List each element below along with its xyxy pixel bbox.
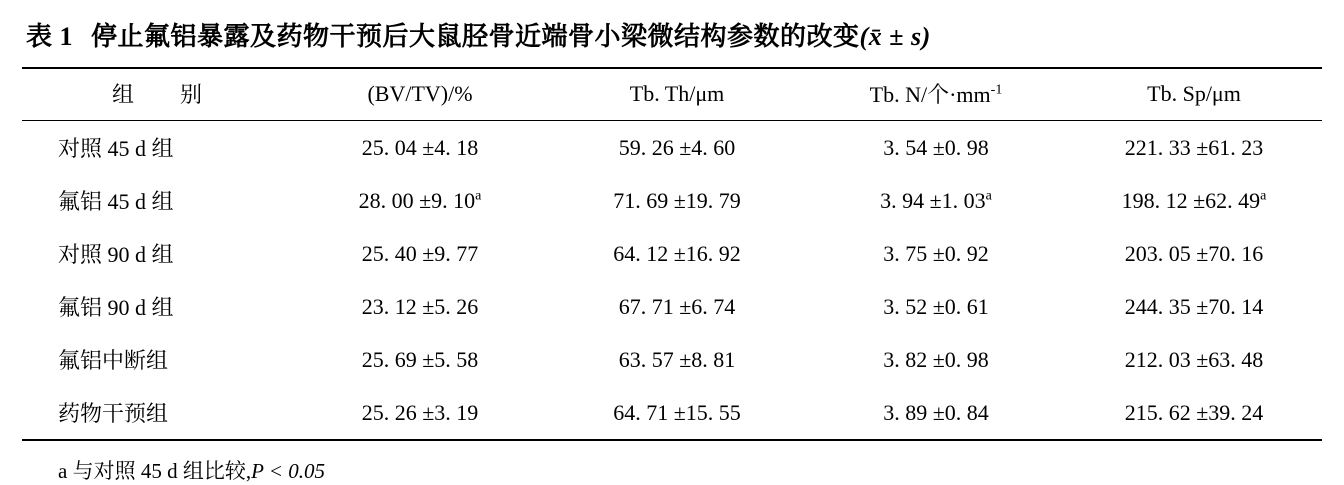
footnote-pvalue: P < 0.05 [251,459,325,483]
data-table [22,67,1322,441]
row-group-label: 氟铝中断组 [58,348,169,373]
cell-tbsp: 212. 03 ±63. 48 [1124,346,1264,372]
cell-bvtv: 25. 69 ±5. 58 [361,346,479,372]
column-header-tbsp: Tb. Sp/μm [1066,68,1322,121]
cell-tbth: 71. 69 ±19. 79 [613,187,741,213]
caption-text: 停止氟铝暴露及药物干预后大鼠胫骨近端骨小梁微结构参数的改变 [91,22,860,51]
column-header-tbn: Tb. N/个$\cdot mm^{-1}$ [806,68,1066,121]
cell-tbn: 3. 75 ±0. 92 [883,240,989,266]
cell-tbn: 3. 82 ±0. 98 [883,346,989,372]
cell-bvtv: 25. 26 ±3. 19 [361,399,479,425]
table-header [22,68,1322,121]
cell-tbsp: 221. 33 ±61. 23 [1066,121,1322,175]
table-row [22,121,1322,175]
caption-label: 表 1 [26,22,74,51]
cell-bvtv: 25. 40 ±9. 77 [361,240,479,266]
column-header-group: 组 别 [22,68,292,121]
cell-tbsp: 244. 35 ±70. 14 [1124,293,1264,319]
cell-tbth: 67. 71 ±6. 74 [618,293,736,319]
cell-tbsp: 198. 12 ±62. 49$^a$ [1121,187,1267,213]
cell-tbth: 64. 12 ±16. 92 [613,240,741,266]
table-row [22,280,1322,333]
cell-tbn: 3. 89 ±0. 84 [883,399,989,425]
table-footnote [58,455,1322,485]
table-row [22,333,1322,386]
header-row [22,68,1322,121]
table-caption [26,16,1322,53]
table-row [22,386,1322,440]
cell-tbth: 59. 26 ±4. 60 [548,121,806,175]
cell-tbth: 64. 71 ±15. 55 [613,399,741,425]
row-group-label: 对照 90 d 组 [58,242,174,267]
row-group-label: 氟铝 45 d 组 [58,189,174,214]
cell-bvtv: 23. 12 ±5. 26 [361,293,479,319]
cell-tbsp: 203. 05 ±70. 16 [1124,240,1264,266]
row-group-label: 对照 45 d 组 [22,121,292,175]
cell-tbth: 63. 57 ±8. 81 [618,346,736,372]
column-header-bvtv: (BV/TV)/% [292,68,548,121]
row-group-label: 氟铝 90 d 组 [58,295,174,320]
cell-tbn: 3. 52 ±0. 61 [883,293,989,319]
cell-bvtv: 25. 04 ±4. 18 [292,121,548,175]
table-body [22,121,1322,441]
cell-tbn: 3. 94 ±1. 03$^a$ [880,187,992,213]
table-row [22,227,1322,280]
row-group-label: 药物干预组 [58,401,169,426]
column-header-tbn-exponent: -1 [990,82,1003,98]
cell-tbn: 3. 54 ±0. 98 [806,121,1066,175]
caption-statistic: (x̄ ± s) [859,22,931,51]
cell-bvtv: 28. 00 ±9. 10$^a$ [358,187,482,213]
table-row [22,174,1322,227]
column-header-tbth: Tb. Th/μm [548,68,806,121]
footnote-text: a 与对照 45 d 组比较, [58,459,252,483]
cell-tbsp: 215. 62 ±39. 24 [1124,399,1264,425]
